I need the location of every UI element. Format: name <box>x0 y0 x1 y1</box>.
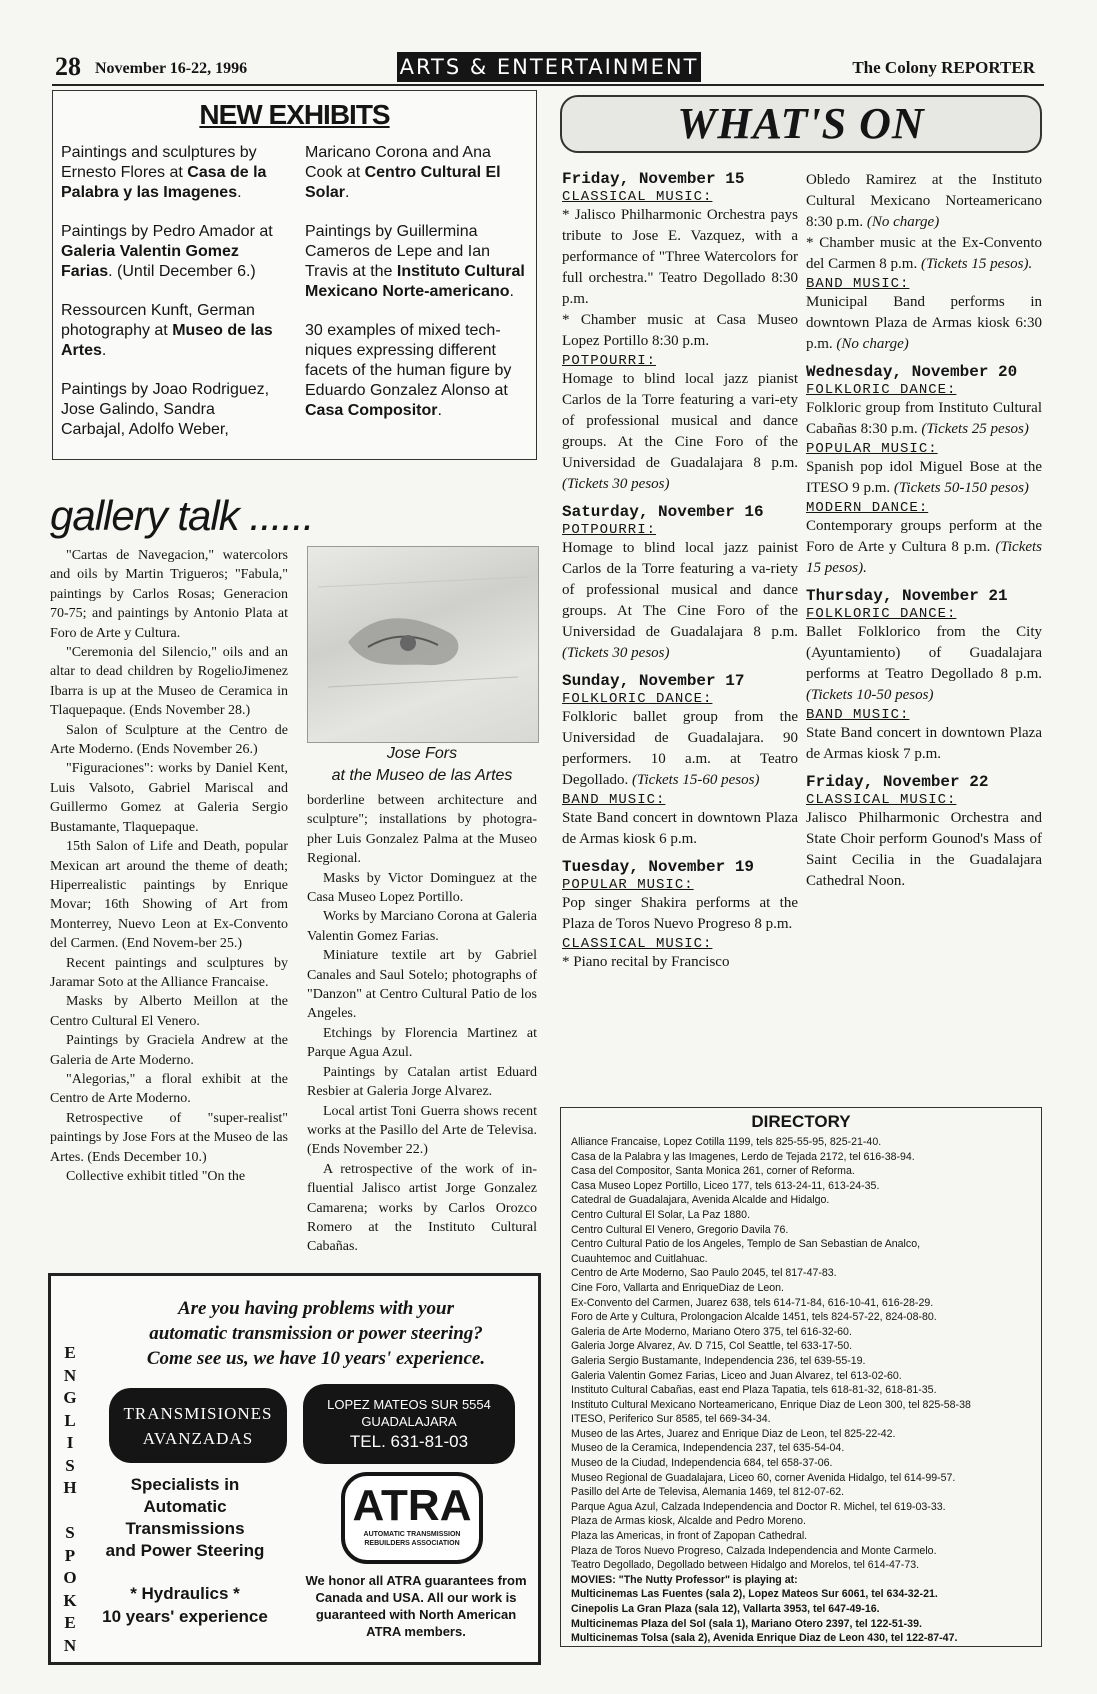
exhibit-entry <box>305 222 529 302</box>
masthead-rule <box>52 84 1044 86</box>
event-price: (Tickets 25 pesos) <box>921 421 1029 437</box>
event-listing <box>806 170 1042 233</box>
event-listing <box>562 952 798 973</box>
event-listing <box>806 808 1042 892</box>
gallery-listing: 15th Salon of Life and Death, popular Mexican art around the theme of death; Hiperrealistic paintings by Enrique Movar; 16th Showing of Art from Monterrey, Nuevo Leon at Ex-Convento del Carmen. (End Novem-ber 25.) <box>50 839 288 952</box>
event-category: CLASSICAL MUSIC: <box>562 189 713 205</box>
ad-brand-box <box>109 1388 287 1463</box>
event-listing <box>562 893 798 935</box>
directory-box <box>560 1107 1042 1647</box>
directory-entry: Cuauhtemoc and Cuitlahuac. <box>571 1252 708 1265</box>
exhibit-description: Ressourcen Kunft, German photography at <box>61 302 255 339</box>
event-listing <box>562 808 798 850</box>
vertical-letter: G <box>63 1388 77 1407</box>
event-category: CLASSICAL MUSIC: <box>806 792 957 808</box>
event-listing <box>562 369 798 495</box>
event-category: FOLKLORIC DANCE: <box>562 691 713 707</box>
event-listing <box>562 310 798 352</box>
exhibit-entry <box>61 301 283 361</box>
event-description: Homage to blind local jazz painist Carlos de la Torre featuring a va-riety of professional musical and dance groups. At The Cine Foro of the Universidad de Guadalajara 8 p.m. <box>562 540 798 640</box>
ad-spec-line-2: Automatic <box>143 1497 227 1516</box>
event-price: (Tickets 50-150 pesos) <box>893 480 1029 496</box>
gallery-listing-continued: borderline between architecture and sculpture"; installations by photogra-pher Luis Gonzalez Palma at the Museo Regional. <box>307 793 537 867</box>
ad-specialists <box>85 1474 285 1562</box>
event-price: (Tickets 15-60 pesos) <box>631 772 760 788</box>
directory-entry: Galeria Jorge Alvarez, Av. D 715, Col Seattle, tel 633-17-50. <box>571 1340 853 1353</box>
directory-list <box>571 1135 1031 1573</box>
gallery-listing: "Cartas de Navegacion," watercolors and oils by Martin Trigueros; "Fabula," paintings by Carlos Rosas; Generacion 70-75; and paintings by Antonio Plata at Foro de Arte y Cultura. <box>50 548 288 641</box>
gallery-listing: Local artist Toni Guerra shows recent works at the Pasillo del Arte de Televisa. (Ends November 22.) <box>307 1103 537 1158</box>
exhibit-entry <box>305 321 529 421</box>
exhibit-note: . <box>509 283 514 300</box>
gallery-listing: "Ceremonia del Silencio," oils and an altar to dead children by RogelioJimenez Ibarra is up at the Museo de Ceramica in Tlaquepaque. (Ends November 28.) <box>50 645 288 719</box>
gallery-listing: Paintings by Catalan artist Eduard Resbier at Galeria Jorge Alvarez. <box>307 1064 537 1100</box>
event-category: POTPOURRI: <box>562 522 657 538</box>
event-price: (Tickets 15 pesos). <box>806 539 1043 576</box>
page-number: 28 <box>55 52 81 81</box>
whats-on-title: WHAT'S ON <box>677 99 925 148</box>
atra-logo <box>341 1472 483 1564</box>
event-price: (Tickets 30 pesos) <box>562 476 670 492</box>
vertical-letter: N <box>63 1365 77 1385</box>
gallery-listing: Miniature textile art by Gabriel Canales and Saul Sotelo; photographs of "Danzon" at Centro Cultural Patio de los Angeles. <box>307 948 537 1022</box>
vertical-letter: L <box>64 1410 76 1430</box>
directory-title: DIRECTORY <box>751 1112 851 1131</box>
issue-date: November 16-22, 1996 <box>95 60 248 77</box>
directory-entry: Pasillo del Arte de Televisa, Alemania 1469, tel 812-07-62. <box>571 1486 845 1499</box>
gallery-listing: Masks by Alberto Meillon at the Centro Cultural El Venero. <box>50 994 288 1029</box>
event-description: State Band concert in downtown Plaza de Armas kiosk 7 p.m. <box>806 725 1042 762</box>
event-listing <box>806 723 1042 765</box>
gallery-talk-column-1 <box>50 546 288 1186</box>
exhibit-venue: Casa Compositor <box>305 402 438 419</box>
event-listing <box>806 233 1042 275</box>
event-listing <box>806 516 1042 579</box>
vertical-letter: P <box>64 1545 76 1565</box>
directory-entry: ITESO, Periferico Sur 8585, tel 669-34-34. <box>571 1413 771 1426</box>
directory-entry: Instituto Cultural Cabañas, east end Plaza Tapatia, tels 618-81-32, 618-81-35. <box>571 1384 937 1397</box>
event-day-heading: Saturday, November 16 <box>562 503 764 521</box>
event-listing <box>806 398 1042 440</box>
new-exhibits-box <box>52 90 537 460</box>
exhibit-description: Paintings by Pedro Amador at <box>61 223 273 240</box>
movie-theater-entry: Cinepolis La Gran Plaza (sala 12), Vallarta 3953, tel 647-49-16. <box>571 1603 880 1615</box>
event-description: Spanish pop idol Miguel Bose at the ITESO 9 p.m. <box>806 459 1042 496</box>
event-price: (Tickets 30 pesos) <box>562 645 670 661</box>
event-listing <box>806 292 1042 355</box>
ad-phone: TEL. 631-81-03 <box>349 1431 469 1451</box>
new-exhibits-right-column <box>305 143 529 440</box>
event-description: Contemporary groups perform at the Foro de Arte y Cultura 8 p.m. <box>806 518 1042 555</box>
directory-entry: Galeria de Arte Moderno, Mariano Otero 375, tel 616-32-60. <box>571 1325 852 1338</box>
event-day-heading: Friday, November 15 <box>562 170 745 188</box>
movie-theater-entry: Multicinemas Tolsa (sala 2), Avenida Enrique Diaz de Leon 430, tel 122-87-47. <box>571 1632 958 1645</box>
ad-spec-line-4: and Power Steering <box>105 1541 265 1560</box>
ad-address-city: GUADALAJARA <box>361 1413 457 1429</box>
event-category: POPULAR MUSIC: <box>806 441 938 457</box>
exhibit-venue: Galeria Valentin Gomez Farias <box>61 243 239 280</box>
directory-entry: Museo Regional de Guadalajara, Liceo 60, corner Avenida Hidalgo, tel 614-99-57. <box>571 1471 956 1484</box>
event-description: Pop singer Shakira performs at the Plaza de Toros Nuevo Progreso 8 p.m. <box>562 895 798 932</box>
directory-entry: Galeria Sergio Bustamante, Independencia 236, tel 639-55-19. <box>571 1354 866 1367</box>
directory-entry: Centro Cultural El Venero, Gregorio Davila 76. <box>571 1223 789 1236</box>
gallery-listing: "Alegorias," a floral exhibit at the Centro de Arte Moderno. <box>50 1071 288 1107</box>
ad-address-street: LOPEZ MATEOS SUR 5554 <box>327 1396 491 1412</box>
directory-entry: Museo de la Ceramica, Independencia 237, tel 635-54-04. <box>571 1442 845 1455</box>
event-price: (Tickets 15 pesos). <box>920 256 1033 272</box>
new-exhibits-title: NEW EXHIBITS <box>199 99 390 130</box>
atra-logo-text: ATRA <box>352 1481 472 1530</box>
ad-hydraulics-line: * Hydraulics * <box>130 1584 240 1603</box>
directory-entry: Plaza de Toros Nuevo Progreso, Calzada Independencia and Monte Carmelo. <box>571 1544 937 1557</box>
section-banner: ARTS & ENTERTAINMENT <box>397 52 701 82</box>
event-listing <box>562 707 798 791</box>
new-exhibits-left-column <box>61 143 283 459</box>
event-description: Obledo Ramirez at the Instituto Cultural Mexicano Norteamericano 8:30 p.m. <box>806 172 1042 230</box>
event-listing <box>562 538 798 664</box>
ad-hydraulics <box>85 1582 285 1628</box>
photo-caption <box>307 743 537 787</box>
event-category: FOLKLORIC DANCE: <box>806 382 957 398</box>
event-description: Municipal Band performs in downtown Plaza de Armas kiosk 6:30 p.m. <box>806 294 1042 352</box>
directory-entry: Centro Cultural Patio de los Angeles, Templo de San Sebastian de Analco, <box>571 1238 921 1251</box>
movies-list <box>571 1587 1031 1645</box>
event-listing <box>562 205 798 310</box>
event-description: Folkloric group from Instituto Cultural Cabañas 8:30 p.m. <box>806 400 1042 437</box>
exhibit-description: Paintings by Guillermina Cameros de Lepe and Ian Travis at the <box>305 223 491 280</box>
english-spoken-vertical <box>59 1342 81 1657</box>
photo-caption-artist: Jose Fors <box>386 745 458 762</box>
event-listing <box>806 622 1042 706</box>
event-price: (Tickets 10-50 pesos) <box>806 687 934 703</box>
gallery-talk-title: gallery talk ...... <box>50 492 314 539</box>
directory-entry: Parque Agua Azul, Calzada Independencia and Doctor R. Michel, tel 619-03-33. <box>571 1500 946 1513</box>
directory-entry: Casa del Compositor, Santa Monica 261, corner of Reforma. <box>571 1165 855 1178</box>
event-category: CLASSICAL MUSIC: <box>562 936 713 952</box>
ad-brand-line-1: TRANSMISIONES <box>123 1403 273 1423</box>
exhibit-entry <box>61 222 283 282</box>
exhibit-description: Paintings and sculptures by Ernesto Flores at <box>61 144 257 181</box>
gallery-listing: Paintings by Graciela Andrew at the Galeria de Arte Moderno. <box>50 1033 288 1068</box>
ad-headline-line-3: Come see us, we have 10 years' experience. <box>146 1348 486 1369</box>
event-day-heading: Tuesday, November 19 <box>562 858 755 876</box>
exhibit-note: . (Until December 6.) <box>108 263 256 280</box>
whats-on-banner <box>560 95 1042 153</box>
vertical-letter: K <box>63 1590 77 1610</box>
gallery-listing: A retrospective of the work of in-fluential Jalisco artist Jorge Gonzalez Camarena; works by Carlos Orozco Romero at the Instituto Cultural Cabañas. <box>307 1161 537 1255</box>
exhibit-entry <box>305 143 529 203</box>
ad-headline-line-1: Are you having problems with your <box>177 1298 455 1319</box>
gallery-listing: Retrospective of "super-realist" paintings by Jose Fors at the Museo de las Artes. (Ends December 10.) <box>50 1110 288 1165</box>
masthead <box>55 52 1043 82</box>
ad-headline-line-2: automatic transmission or power steering? <box>149 1323 483 1344</box>
event-description: * Chamber music at Casa Museo Lopez Portillo 8:30 p.m. <box>562 312 798 349</box>
movies-heading: MOVIES: "The Nutty Professor" is playing at: <box>571 1573 798 1586</box>
directory-entry: Catedral de Guadalajara, Avenida Alcalde and Hidalgo. <box>571 1194 830 1207</box>
atra-logo-sub-2: REBUILDERS ASSOCIATION <box>364 1540 460 1547</box>
event-day-heading: Friday, November 22 <box>806 773 989 791</box>
directory-entry: Alliance Francaise, Lopez Cotilla 1199, tels 825-55-95, 825-21-40. <box>571 1136 882 1148</box>
photo-caption-venue: at the Museo de las Artes <box>331 767 513 784</box>
atra-logo-sub-1: AUTOMATIC TRANSMISSION <box>363 1531 461 1538</box>
vertical-letter: N <box>63 1635 77 1655</box>
event-description: State Band concert in downtown Plaza de Armas kiosk 6 p.m. <box>562 810 798 847</box>
event-day-heading: Thursday, November 21 <box>806 587 1008 605</box>
newspaper-name: The Colony REPORTER <box>852 58 1035 77</box>
event-category: FOLKLORIC DANCE: <box>806 606 957 622</box>
ad-spec-line-1: Specialists in <box>130 1475 240 1494</box>
artwork-photo <box>307 546 539 743</box>
directory-entry: Foro de Arte y Cultura, Prolongacion Alcalde 1451, tels 824-57-22, 824-08-80. <box>571 1311 937 1324</box>
exhibit-note: . <box>101 342 107 359</box>
exhibit-venue: Instituto Cultural Mexicano Norte-americano <box>305 263 525 300</box>
event-description: * Chamber music at the Ex-Convento del Carmen 8 p.m. <box>806 235 1042 272</box>
event-category: POTPOURRI: <box>562 353 657 369</box>
artwork-sketch-icon <box>308 547 538 742</box>
exhibit-venue: Casa de la Palabra y las Imagenes <box>61 164 267 201</box>
event-day-heading: Wednesday, November 20 <box>806 363 1018 381</box>
vertical-letter: I <box>66 1433 74 1452</box>
exhibit-note: . <box>237 184 242 201</box>
event-description: Folkloric ballet group from the Universidad de Guadalajara. 90 performers. 10 a.m. at Teatro Degollado. <box>562 709 798 788</box>
gallery-listing: Works by Marciano Corona at Galeria Valentin Gomez Farias. <box>307 909 537 944</box>
ad-guarantee: We honor all ATRA guarantees from Canada and USA. All our work is guaranteed with North American ATRA members. <box>305 1573 527 1639</box>
gallery-listing: Recent paintings and sculptures by Jaramar Soto at the Alliance Francaise. <box>50 955 288 990</box>
gallery-listing: Collective exhibit titled "On the <box>66 1169 246 1184</box>
ad-spec-line-3: Transmissions <box>125 1519 245 1538</box>
directory-entry: Plaza las Americas, in front of Zapopan Cathedral. <box>571 1530 808 1543</box>
event-description: Homage to blind local jazz pianist Carlos de la Torre featuring a vari-ety of professional musical and dance groups. At the Cine Foro of the Universidad de Guadalajara 8 p.m. <box>562 371 798 471</box>
event-category: BAND MUSIC: <box>806 276 910 292</box>
directory-entry: Casa Museo Lopez Portillo, Liceo 177, tels 613-24-11, 613-24-35. <box>571 1179 880 1192</box>
exhibit-description: Paintings by Joao Rodriguez, Jose Galindo, Sandra Carbajal, Adolfo Weber, <box>61 381 270 438</box>
event-category: MODERN DANCE: <box>806 500 929 516</box>
event-listing <box>806 457 1042 499</box>
event-description: * Piano recital by Francisco <box>562 954 730 970</box>
event-day-heading: Sunday, November 17 <box>562 672 745 690</box>
movie-theater-entry: Multicinemas Plaza del Sol (sala 1), Mariano Otero 2397, tel 122-51-39. <box>571 1617 922 1630</box>
exhibit-description: 30 examples of mixed tech-niques expressing different facets of the human figure by Eduardo Gonzalez Alonso at <box>305 322 512 399</box>
directory-entry: Instituto Cultural Mexicano Norteamericano, Enrique Diaz de Leon 300, tel 825-58-38 <box>571 1398 971 1411</box>
directory-entry: Ex-Convento del Carmen, Juarez 638, tels 614-71-84, 616-10-41, 616-28-29. <box>571 1296 934 1309</box>
vertical-letter: E <box>64 1613 76 1632</box>
directory-entry: Centro de Arte Moderno, Sao Paulo 2045, tel 817-47-83. <box>571 1267 837 1280</box>
directory-entry: Museo de las Artes, Juarez and Enrique Diaz de Leon, tel 825-22-42. <box>571 1427 896 1440</box>
ad-headline <box>101 1296 531 1371</box>
vertical-letter: E <box>64 1343 76 1362</box>
event-price: (No charge) <box>836 336 909 352</box>
movie-theater-entry: Multicinemas Las Fuentes (sala 2), Lopez Mateos Sur 6061, tel 634-32-21. <box>571 1588 938 1601</box>
exhibit-entry <box>61 143 283 203</box>
directory-entry: Galeria Valentin Gomez Farias, Liceo and Juan Alvarez, tel 613-02-60. <box>571 1369 902 1382</box>
directory-entry: Casa de la Palabra y las Imagenes, Lerdo de Tejada 2172, tel 616-38-94. <box>571 1150 915 1163</box>
gallery-talk-column-2 <box>307 791 537 1257</box>
directory-entry: Centro Cultural El Solar, La Paz 1880. <box>571 1208 751 1221</box>
gallery-listing: Salon of Sculpture at the Centro de Arte Moderno. (Ends November 26.) <box>50 722 288 758</box>
gallery-listing: Masks by Victor Dominguez at the Casa Museo Lopez Portillo. <box>307 870 537 906</box>
whats-on-column-1 <box>562 170 798 973</box>
vertical-letter: S <box>65 1523 75 1542</box>
directory-entry: Teatro Degollado, Degollado between Hidalgo and Morelos, tel 614-47-73. <box>571 1559 920 1572</box>
event-category: POPULAR MUSIC: <box>562 877 694 893</box>
ad-brand-line-2: AVANZADAS <box>142 1428 254 1448</box>
directory-entry: Plaza de Armas kiosk, Alcalde and Pedro Moreno. <box>571 1515 806 1528</box>
event-description: Ballet Folklorico from the City (Ayuntamiento) of Guadalajara performs at Teatro Degollado 8 p.m. <box>806 624 1042 682</box>
exhibit-note: . <box>345 184 350 201</box>
ad-address-box <box>303 1384 515 1464</box>
exhibit-venue: Centro Cultural El Solar <box>305 164 501 201</box>
vertical-letter: H <box>63 1478 77 1497</box>
event-description: * Jalisco Philharmonic Orchestra pays tribute to Jose E. Vazquez, with a performance of "Three Watercolors for full orchestra." Teatro Degollado 8:30 p.m. <box>562 207 798 307</box>
vertical-letter <box>59 1500 81 1523</box>
whats-on-column-2 <box>806 170 1042 892</box>
directory-entry: Cine Foro, Vallarta and EnriqueDiaz de Leon. <box>571 1281 784 1294</box>
ad-experience-line: 10 years' experience <box>102 1607 268 1626</box>
transmission-advertisement <box>48 1273 541 1665</box>
vertical-letter: O <box>63 1568 77 1587</box>
vertical-letter: S <box>65 1455 75 1475</box>
gallery-listing: Etchings by Florencia Martinez at Parque Agua Azul. <box>307 1025 537 1061</box>
event-category: BAND MUSIC: <box>806 707 910 723</box>
event-price: (No charge) <box>866 214 940 230</box>
event-category: BAND MUSIC: <box>562 792 666 808</box>
exhibit-note: . <box>437 402 442 419</box>
directory-entry: Museo de la Ciudad, Independencia 684, tel 658-37-06. <box>571 1457 833 1470</box>
event-description: Jalisco Philharmonic Orchestra and State Choir perform Gounod's Mass of Saint Cecilia in the Guadalajara Cathedral Noon. <box>806 810 1042 889</box>
exhibit-description: Maricano Corona and Ana Cook at <box>305 144 491 181</box>
gallery-listing: "Figuraciones": works by Daniel Kent, Luis Valsoto, Gabriel Mariscal and Guillermo Gomez at Galeria Sergio Bustamante, Tlaquepaque. <box>50 761 288 835</box>
exhibit-venue: Museo de las Artes <box>61 322 273 359</box>
exhibit-entry <box>61 380 283 440</box>
